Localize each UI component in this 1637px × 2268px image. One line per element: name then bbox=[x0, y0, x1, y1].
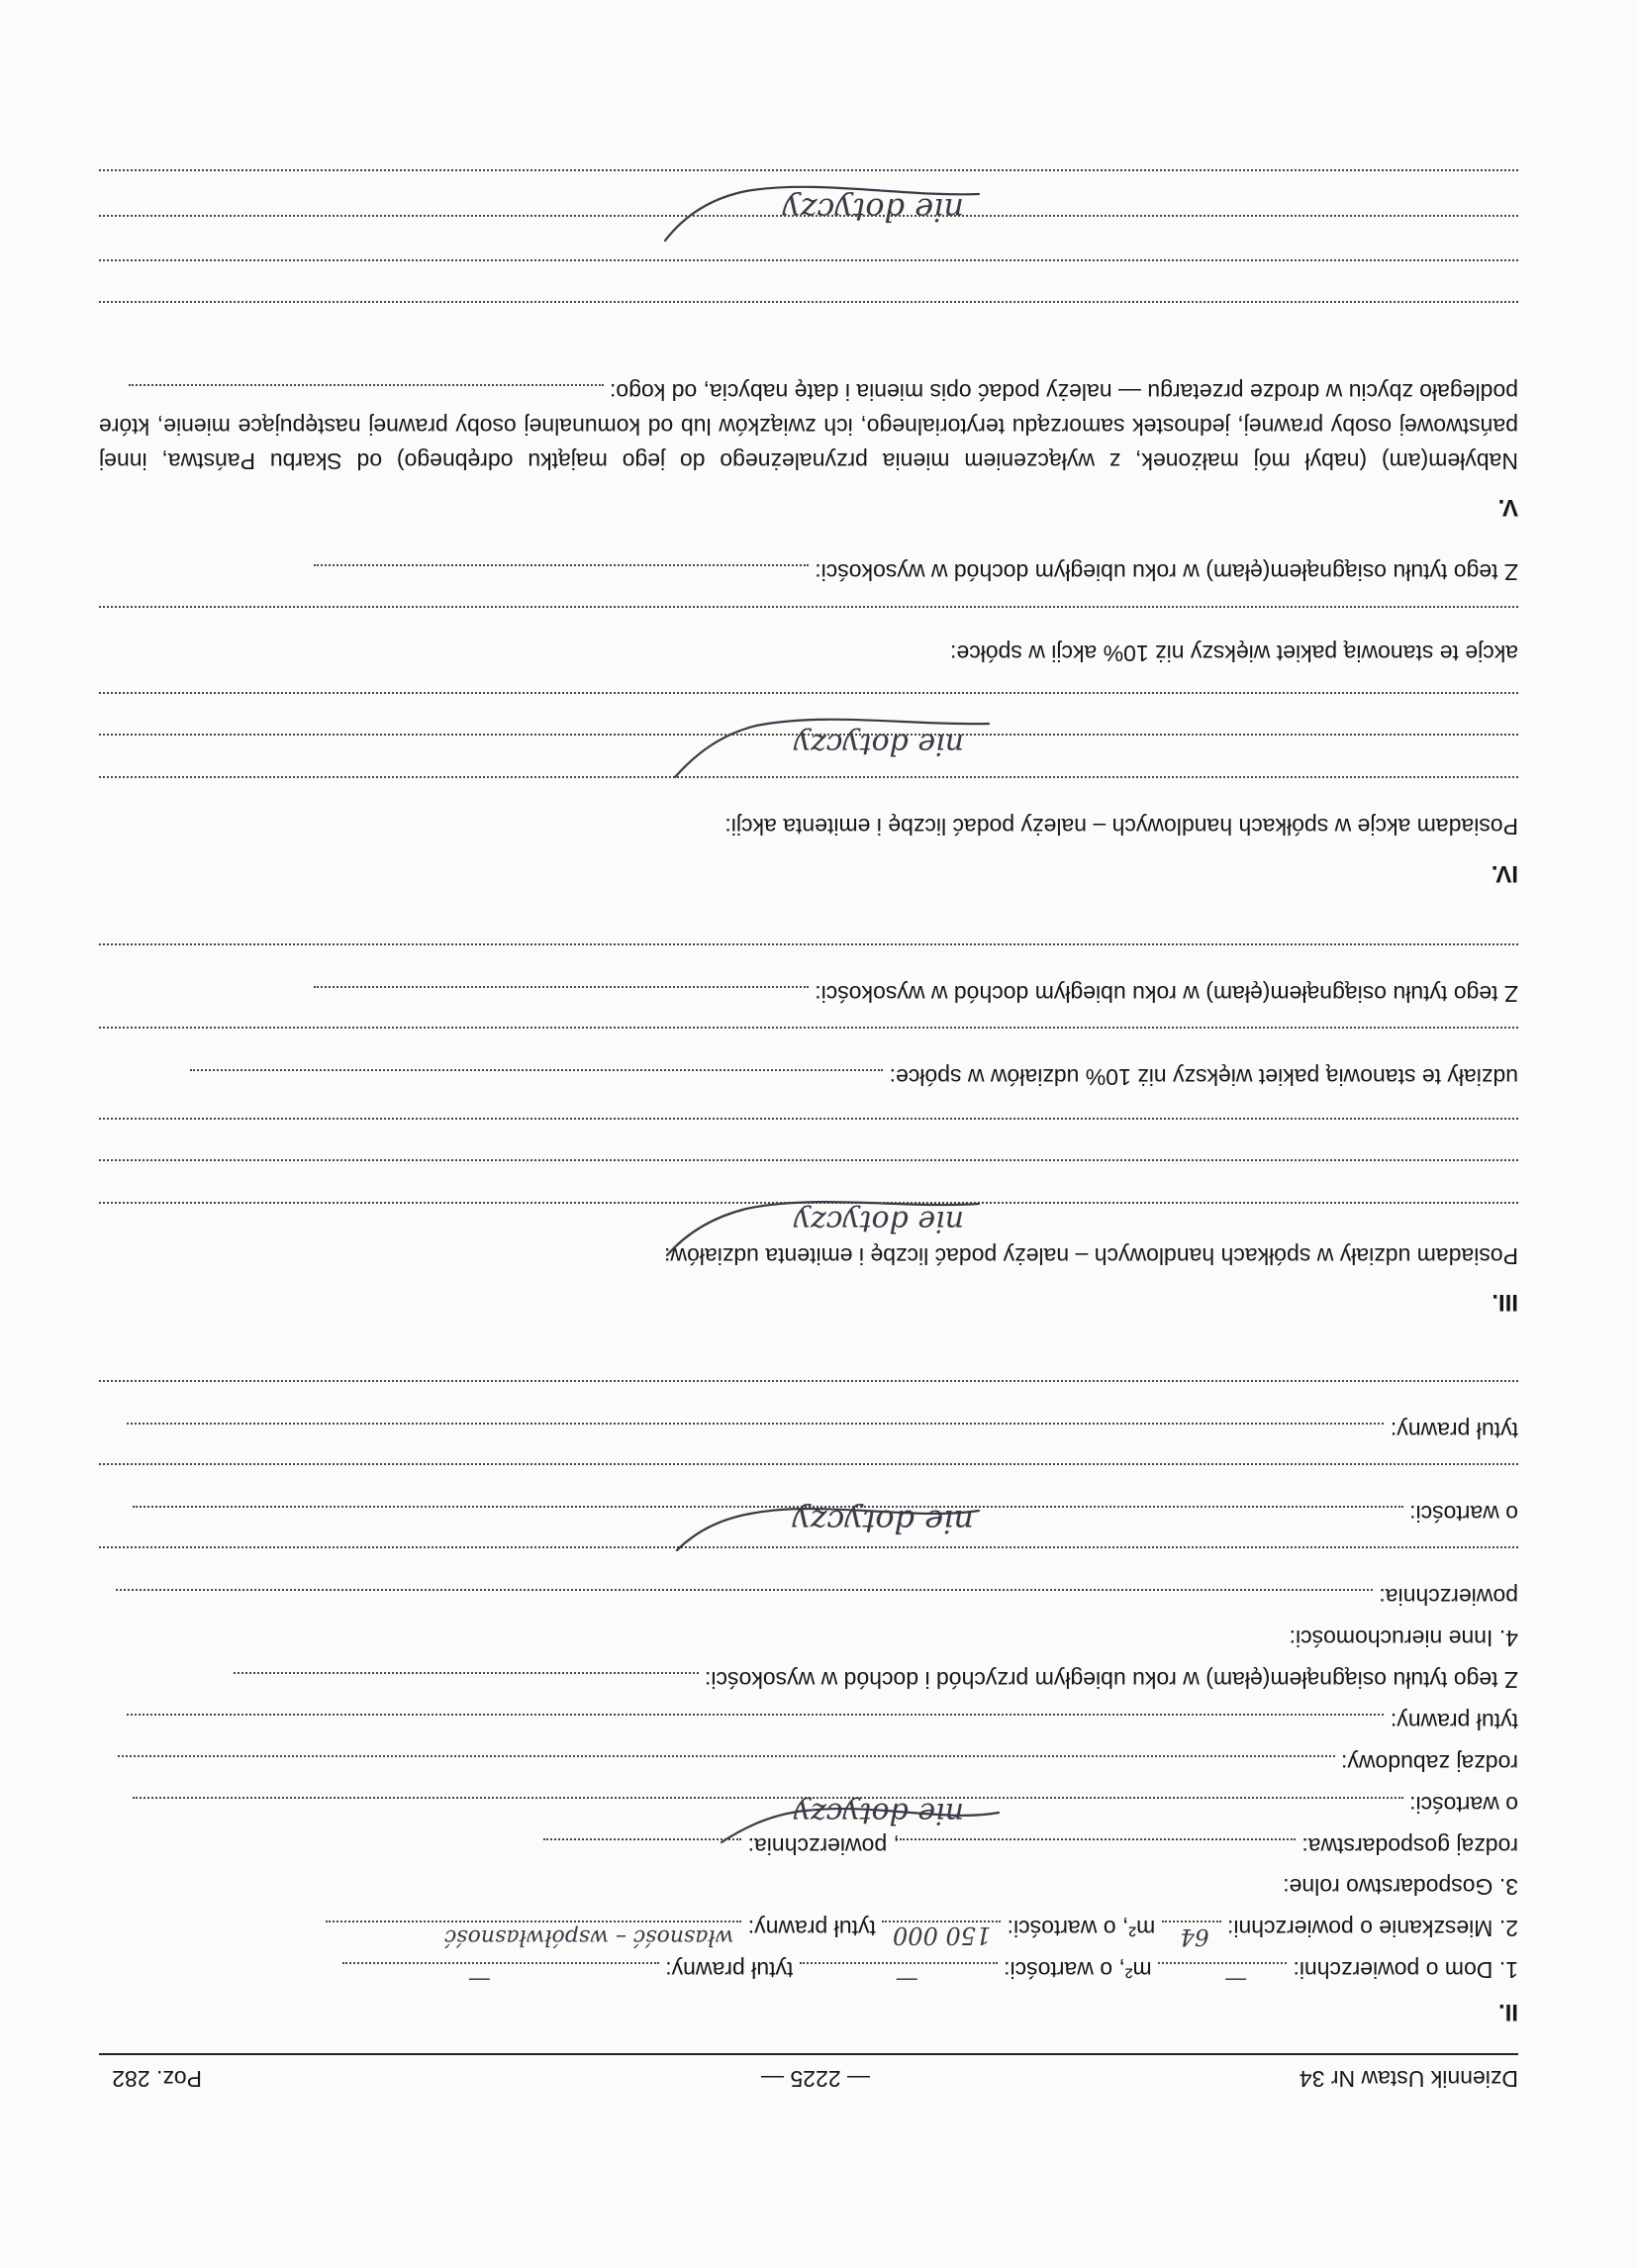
farm-type-label: rodzaj gospodarstwa: bbox=[1301, 1833, 1518, 1859]
other-area-label: powierzchnia: bbox=[1379, 1584, 1518, 1610]
section-5-field bbox=[129, 384, 604, 387]
position-number: Poz. 282 bbox=[112, 2066, 202, 2092]
section-3-income-field bbox=[314, 986, 809, 989]
other-title-field bbox=[128, 1423, 1385, 1426]
farm-strike-scribble bbox=[707, 1773, 1004, 1852]
dotted-line bbox=[99, 1463, 1518, 1465]
house-prefix: 1. Dom o powierzchni: bbox=[1293, 1957, 1518, 1983]
dotted-line bbox=[99, 301, 1518, 303]
other-area-field bbox=[116, 1589, 1373, 1592]
farm-type-line bbox=[543, 1832, 1518, 1859]
section-3-stake-line bbox=[190, 1063, 1518, 1090]
section-5-heading: V. bbox=[1497, 494, 1518, 521]
flat-area-value: 64 bbox=[1180, 1923, 1209, 1949]
flat-worth-field bbox=[882, 1921, 1001, 1949]
farm-income-label: Z tego tytułu osiągnąłem(ęłam) w roku ubiegłym przychód i dochód w wysokości: bbox=[705, 1667, 1518, 1693]
section-3-intro: Posiadam udziały w spółkach handlowych – należy podać liczbę i emitenta udziałów: bbox=[664, 1243, 1518, 1269]
section-4-handwritten-note: nie dotyczy bbox=[793, 727, 964, 761]
header-rule bbox=[99, 2053, 1518, 2055]
flat-title-field bbox=[326, 1921, 741, 1949]
farm-income-line bbox=[234, 1666, 1518, 1693]
flat-line bbox=[326, 1915, 1518, 1949]
house-line bbox=[342, 1956, 1518, 1993]
section-4-intro: Posiadam akcje w spółkach handlowych – należy podać liczbę i emitenta akcji: bbox=[724, 814, 1518, 839]
other-area-line bbox=[116, 1583, 1518, 1610]
house-title-field bbox=[342, 1962, 659, 1993]
section-4-income-field bbox=[314, 564, 809, 567]
section-3-heading: III. bbox=[1492, 1289, 1518, 1316]
farm-heading: 3. Gospodarstwo rolne: bbox=[1283, 1874, 1518, 1900]
section-3-income-line bbox=[314, 980, 1518, 1007]
dotted-line bbox=[99, 943, 1518, 945]
other-handwritten-note: nie dotyczy bbox=[792, 1503, 974, 1540]
dotted-line bbox=[99, 1027, 1518, 1029]
other-title-line bbox=[128, 1417, 1519, 1443]
dotted-line bbox=[99, 259, 1518, 261]
section-5-text-body: Nabyłem(am) (nabył mój małżonek, z wyłączeniem mienia przynależnego do jego majątku odrębnego) od Skarbu Państwa, innej państwowej osoby prawnej, jednostek samorządu terytorialnego, ich związków lub od komunalnej osoby prawnej następujące mienie, które podlegało zbyciu w drodze przetargu — należy podać opis mienia i datę nabycia, od kogo: bbox=[99, 379, 1518, 474]
page-number: — 2225 — bbox=[761, 2066, 870, 2092]
house-unit: m², o wartości: bbox=[1004, 1957, 1152, 1983]
flat-worth-value: 150 000 bbox=[893, 1922, 992, 1949]
section-4-stake-label: akcje te stanowią pakiet większy niż 10% akcji w spółce: bbox=[950, 641, 1518, 666]
house-worth-value: — bbox=[895, 1967, 918, 1993]
flat-area-field bbox=[1162, 1921, 1221, 1949]
dotted-line bbox=[99, 1159, 1518, 1161]
section-5-handwritten-note: nie dotyczy bbox=[782, 191, 964, 229]
section-4-stake-line bbox=[950, 640, 1518, 666]
other-worth-label: o wartości: bbox=[1409, 1501, 1518, 1527]
section-2-heading: II. bbox=[1497, 1999, 1518, 2025]
flat-unit: m², o wartości: bbox=[1007, 1916, 1156, 1941]
flat-prefix: 2. Mieszkanie o powierzchni: bbox=[1226, 1916, 1518, 1941]
house-area-field bbox=[1158, 1962, 1287, 1993]
journal-title: Dziennik Ustaw Nr 34 bbox=[1299, 2066, 1518, 2092]
section-3-stake-label: udziały te stanowią pakiet większy niż 10% udziałów w spółce: bbox=[889, 1064, 1518, 1090]
house-title-value: — bbox=[467, 1967, 491, 1993]
section-3-stake-field bbox=[190, 1069, 883, 1072]
dotted-line bbox=[99, 1118, 1518, 1120]
farm-area-label: , powierzchnia: bbox=[747, 1833, 900, 1859]
house-title: tytuł prawny: bbox=[665, 1957, 794, 1983]
farm-income-field bbox=[234, 1672, 699, 1675]
farm-title-field bbox=[128, 1714, 1385, 1717]
section-5-strike-scribble bbox=[657, 140, 984, 248]
page-content bbox=[99, 0, 1518, 2268]
section-3-handwritten-note: nie dotyczy bbox=[793, 1204, 964, 1238]
farm-title-line bbox=[128, 1708, 1519, 1734]
farm-handwritten-note: nie dotyczy bbox=[793, 1796, 964, 1830]
house-area-value: — bbox=[1224, 1967, 1248, 1993]
other-title-label: tytuł prawny: bbox=[1390, 1418, 1518, 1443]
section-4-income-line bbox=[314, 558, 1518, 585]
section-3-income-label: Z tego tytułu osiągnąłem(ęłam) w roku ubiegłym dochód w wysokości: bbox=[815, 981, 1518, 1007]
other-property-heading: 4. Inne nieruchomości: bbox=[1289, 1626, 1518, 1651]
section-4-strike-scribble bbox=[667, 674, 994, 783]
section-4-income-label: Z tego tytułu osiągnąłem(ęłam) w roku ubiegłym dochód w wysokości: bbox=[815, 559, 1518, 585]
farm-title-label: tytuł prawny: bbox=[1390, 1709, 1518, 1734]
section-3-strike-scribble bbox=[657, 1164, 984, 1263]
flat-title-value: własność – współwłasność bbox=[444, 1924, 734, 1949]
section-5-text bbox=[99, 374, 1518, 478]
farm-worth-label: o wartości: bbox=[1409, 1792, 1518, 1818]
dotted-line bbox=[99, 606, 1518, 608]
farm-building-label: rodzaj zabudowy: bbox=[1341, 1750, 1518, 1776]
house-worth-field bbox=[800, 1962, 998, 1993]
dotted-line bbox=[99, 1380, 1518, 1382]
flat-title: tytuł prawny: bbox=[747, 1916, 876, 1941]
section-4-heading: IV. bbox=[1491, 860, 1518, 887]
farm-building-field bbox=[118, 1755, 1335, 1758]
farm-building-line bbox=[118, 1749, 1518, 1776]
other-strike-scribble bbox=[667, 1471, 984, 1560]
